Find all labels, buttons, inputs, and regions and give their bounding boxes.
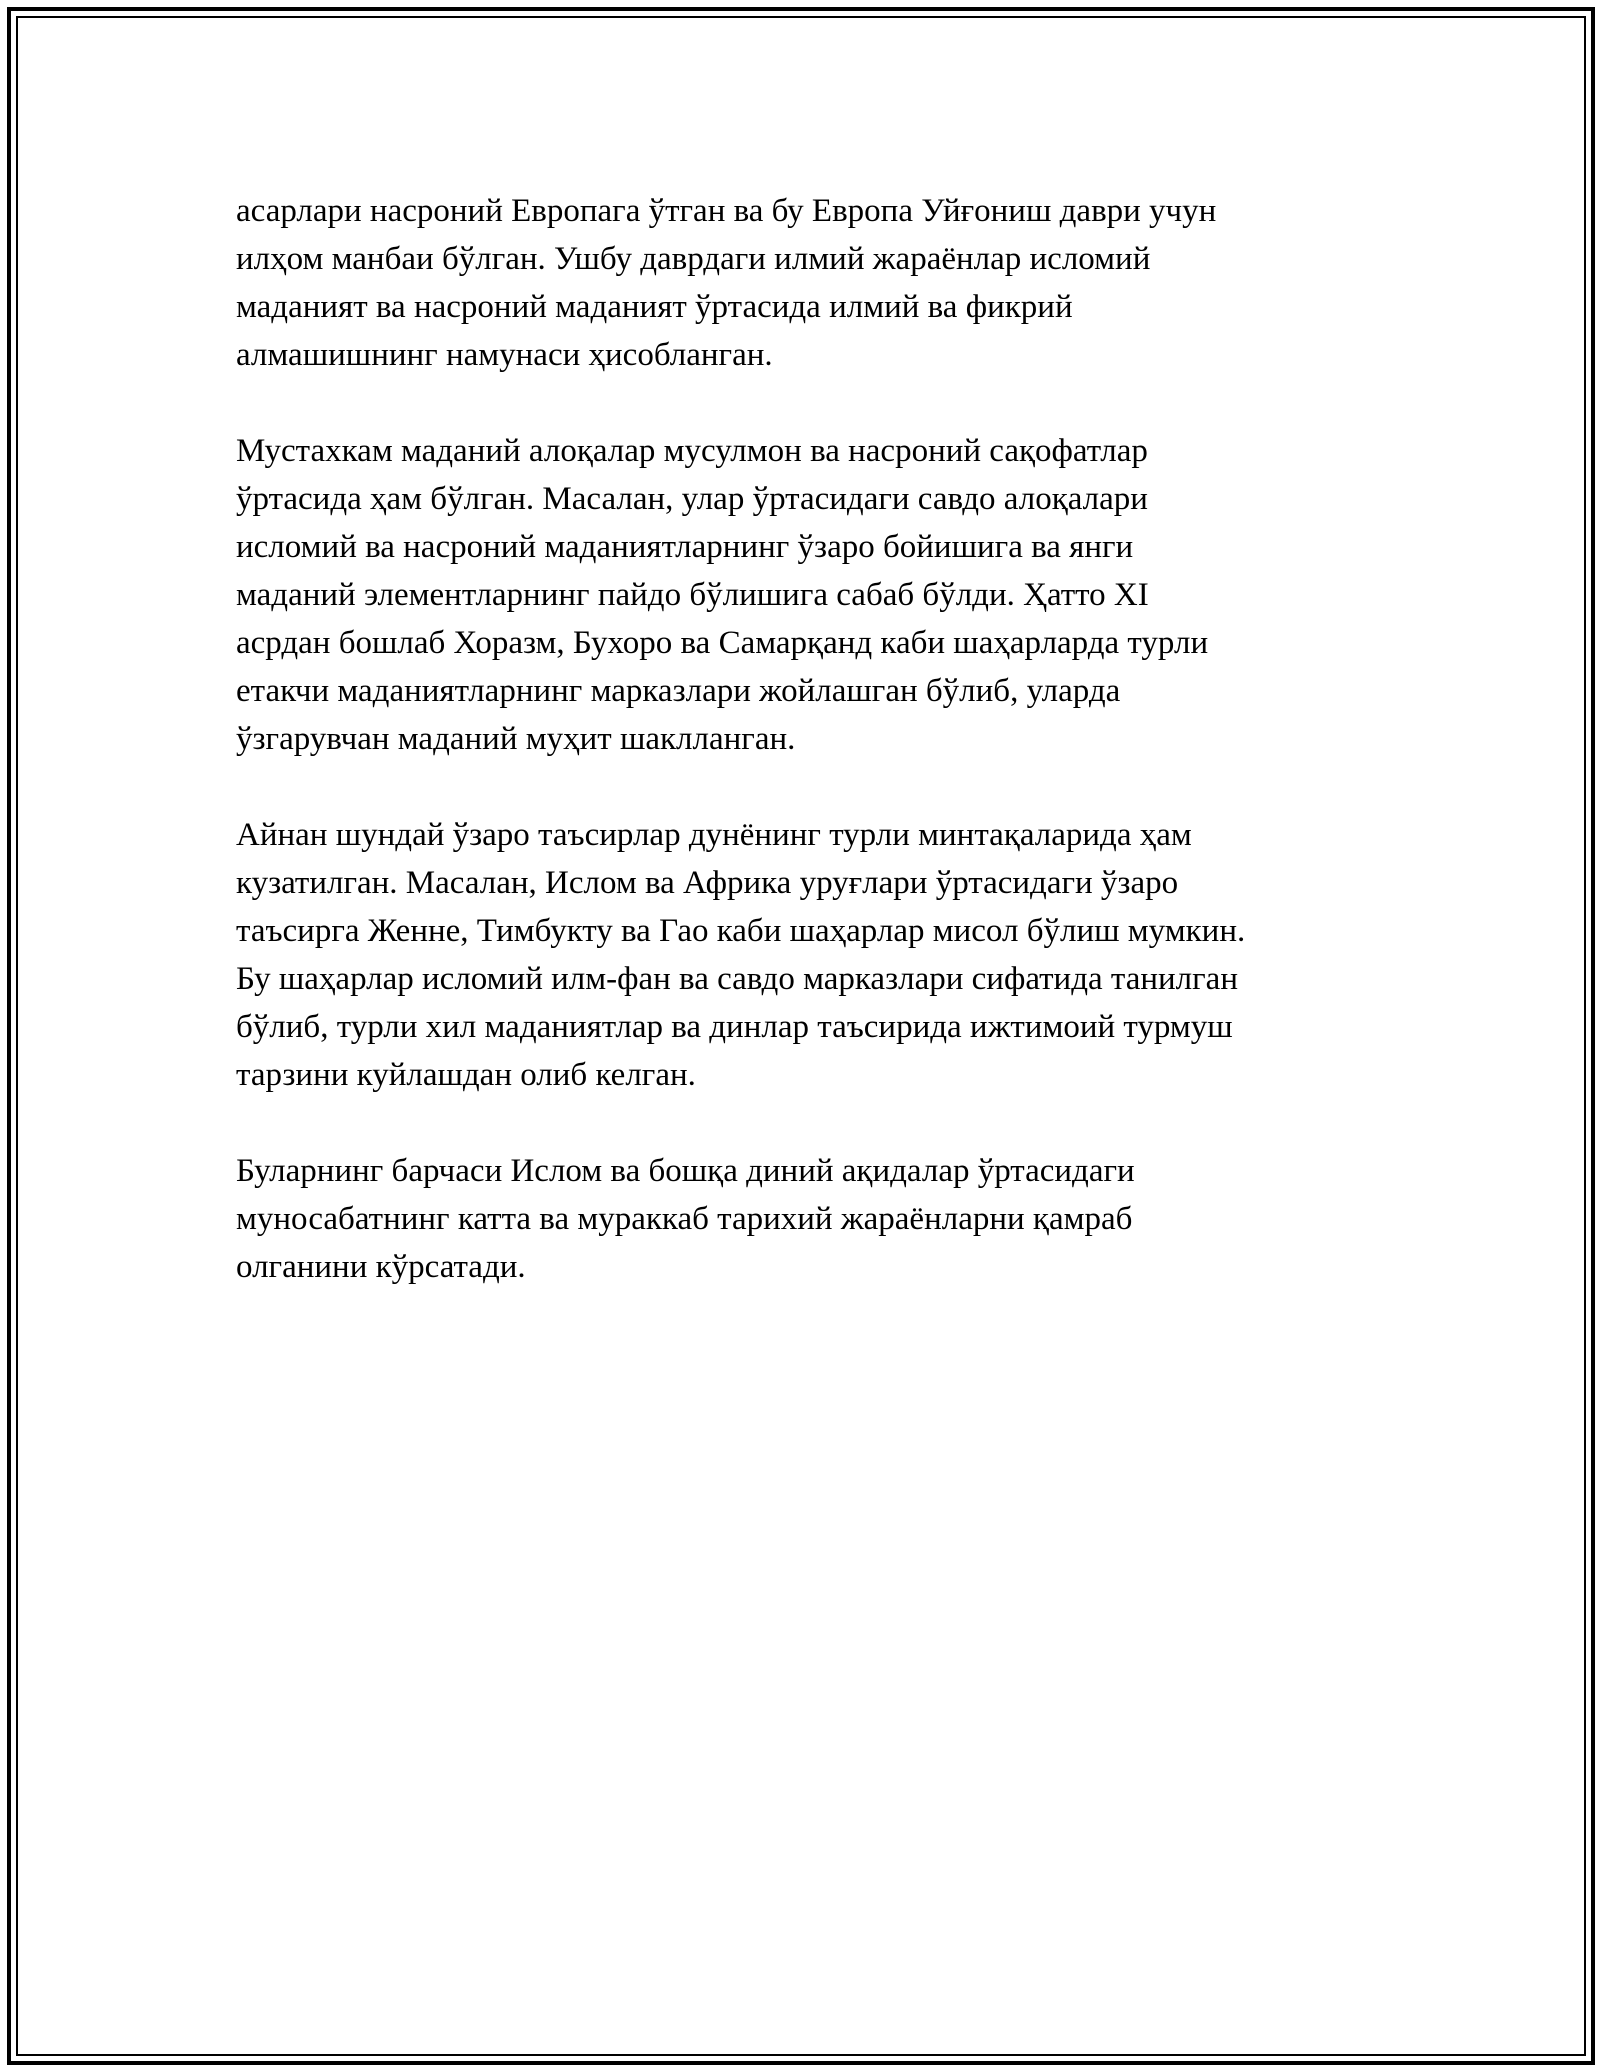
paragraph-3 xyxy=(236,811,1426,1099)
text-line: маданий элементларнинг пайдо бўлишига сабаб бўлди. Ҳатто XI xyxy=(236,577,1149,613)
text-line: илҳом манбаи бўлган. Ушбу даврдаги илмий жараёнлар исломий xyxy=(236,241,1151,277)
text-line: Бу шаҳарлар исломий илм-фан ва савдо марказлари сифатида танилган xyxy=(236,961,1238,997)
text-line: ўртасида ҳам бўлган. Масалан, улар ўртасидаги савдо алоқалари xyxy=(236,481,1148,517)
text-line: бўлиб, турли хил маданиятлар ва динлар таъсирида ижтимоий турмуш xyxy=(236,1009,1233,1045)
paragraph-2 xyxy=(236,427,1426,763)
text-line: асарлари насроний Европага ўтган ва бу Европа Уйғониш даври учун xyxy=(236,193,1217,229)
text-line: тарзини куйлашдан олиб келган. xyxy=(236,1057,696,1093)
text-line: кузатилган. Масалан, Ислом ва Африка уруғлари ўртасидаги ўзаро xyxy=(236,865,1179,901)
text-line: алмашишнинг намунаси ҳисобланган. xyxy=(236,337,773,373)
text-line: маданият ва насроний маданият ўртасида илмий ва фикрий xyxy=(236,289,1073,325)
text-line: Айнан шундай ўзаро таъсирлар дунёнинг турли минтақаларида ҳам xyxy=(236,817,1192,853)
text-line: таъсирга Женне, Тимбукту ва Гао каби шаҳарлар мисол бўлиш мумкин. xyxy=(236,913,1246,949)
text-line: олганини кўрсатади. xyxy=(236,1249,526,1285)
text-line: Мустахкам маданий алоқалар мусулмон ва насроний сақофатлар xyxy=(236,433,1148,469)
text-line: асрдан бошлаб Хоразм, Бухоро ва Самарқанд каби шаҳарларда турли xyxy=(236,625,1209,661)
text-line: исломий ва насроний маданиятларнинг ўзаро бойишига ва янги xyxy=(236,529,1134,565)
text-line: етакчи маданиятларнинг марказлари жойлашган бўлиб, уларда xyxy=(236,673,1121,709)
text-line: муносабатнинг катта ва мураккаб тарихий жараёнларни қамраб xyxy=(236,1201,1133,1237)
text-line: ўзгарувчан маданий муҳит шаклланган. xyxy=(236,721,796,757)
text-line: Буларнинг барчаси Ислом ва бошқа диний ақидалар ўртасидаги xyxy=(236,1153,1135,1189)
document-body xyxy=(236,187,1426,1339)
paragraph-4 xyxy=(236,1147,1426,1291)
paragraph-1 xyxy=(236,187,1426,379)
